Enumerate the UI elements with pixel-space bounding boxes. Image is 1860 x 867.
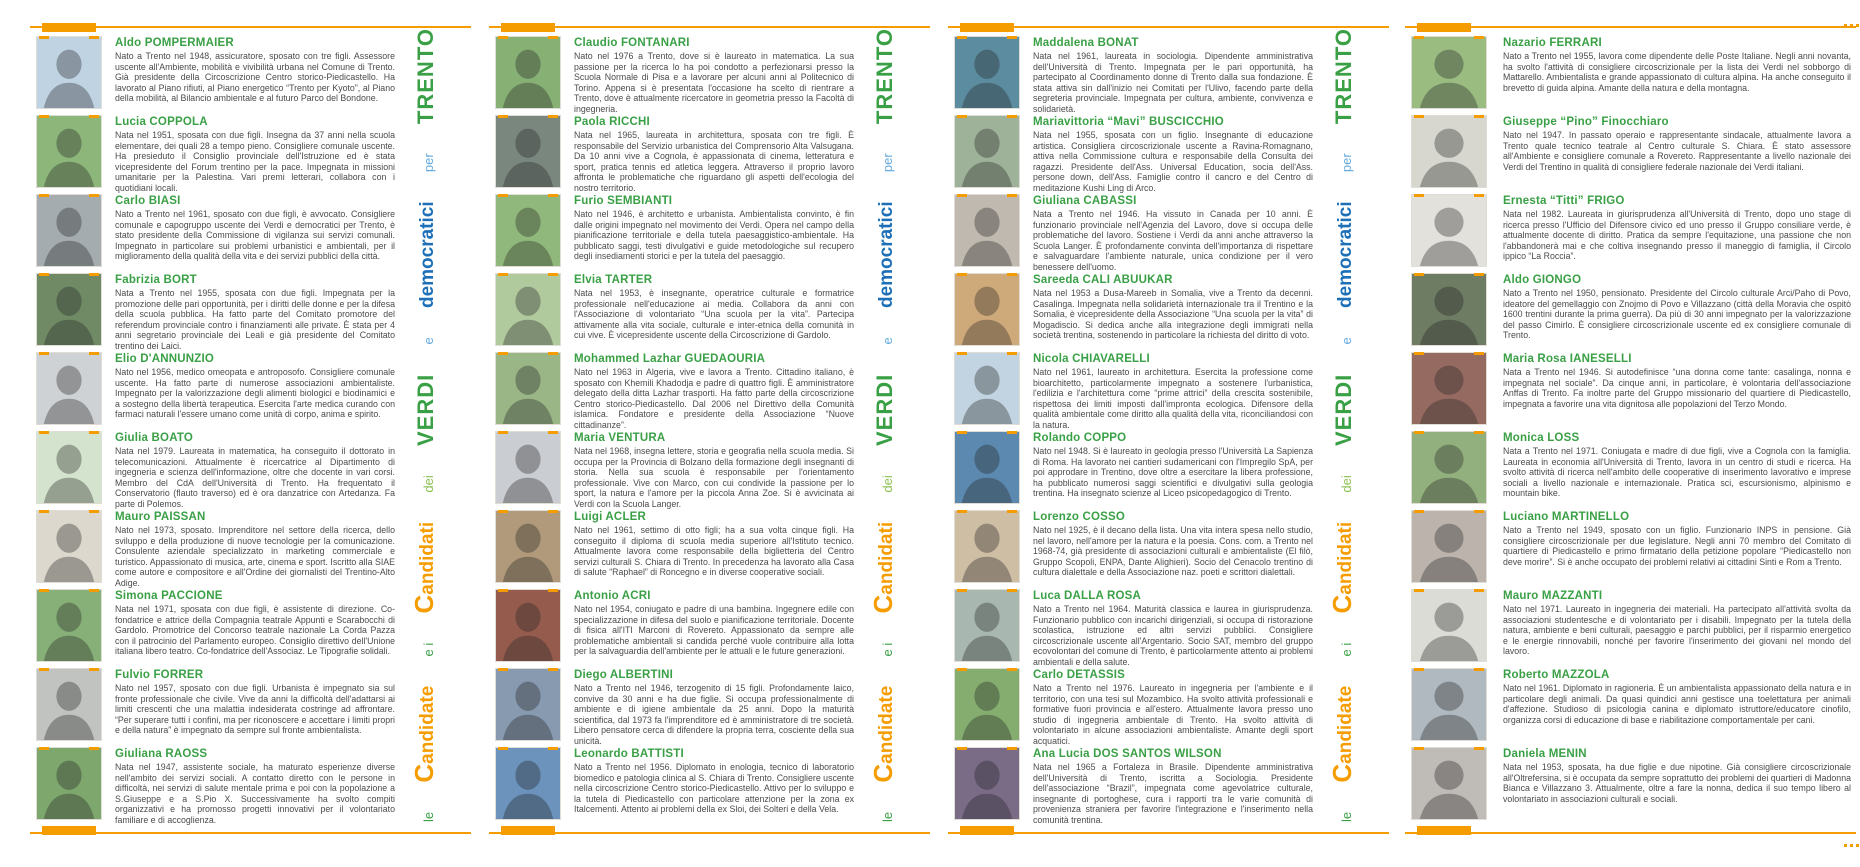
panel-border-bottom (489, 832, 930, 834)
fold-tab (960, 23, 1014, 32)
candidate-row (495, 510, 854, 589)
candidate-bio: Nato a Trento nel 1949, sposato con un figlio. Funzionario INPS in pensione. Già consigliere circoscrizionale per due legislature. Negli anni 70 membro del Comitato di quartiere di Piedicastello e primo firmatario della petizione popolare “Piedicastello non deve morire”. Si è anche occupato dei problemi relativi ai cittadini Sinti e Rom a Trento. (1503, 525, 1851, 567)
candidate-row (495, 589, 854, 668)
candidate-row (954, 36, 1313, 115)
candidate-row (1411, 668, 1851, 747)
candidate-photo (36, 589, 102, 662)
candidate-name: Giuliana RAOSS (115, 748, 208, 760)
candidate-bio: Nata a Trento nel 1971. Coniugata e madre di due figli, vive a Cognola con la famiglia. Laureata in economia all'Università di Trento, lavora in un centro di studi e ricerca. Ha svolto attività di ricerca nell'ambito delle cooperative di inserimento lavorativo e imprese sociali a livello nazionale e internazionale. Pratica sci, escursionismo, alpinismo e mountain bike. (1503, 446, 1851, 499)
candidate-bio: Nato nel 1948. Si è laureato in geologia presso l'Università La Sapienza di Roma. Ha lavorato nei cantieri sudamericani con l'Impregilo SpA, per poi approdare in Trentino, dove oltre a esercitare la libera professione, ha pubblicato numerosi saggi scientifici e divulgativi sulla geologia trentina. Ha insegnato scienze al Liceo psicopedagogico di Trento. (1033, 446, 1313, 499)
slogan-word: e i (421, 642, 436, 657)
candidate-bio-block (1503, 352, 1851, 431)
slogan-word: e i (1339, 642, 1354, 657)
candidate-bio: Nata nel 1971, sposata con due figli, è assistente di direzione. Co-fondatrice e attrice della Compagnia teatrale Appunti e Scarabocchi di Gardolo. Promotrice del Concorso teatrale nazionale La Corda Pazza con il patrocinio del Parlamento europeo. Consiglio direttivo dell'Unione italiana libero teatro. Co-fondatrice dell'Associaz. Le Tipografie solidali. (115, 604, 395, 657)
candidate-name: Paola RICCHI (574, 116, 650, 128)
slogan-word: TRENTO (1331, 28, 1356, 125)
candidate-list (36, 36, 395, 826)
candidate-name: Carlo BIASI (115, 195, 181, 207)
slogan-word: Candidati (868, 521, 898, 614)
candidate-photo (36, 115, 102, 188)
candidate-row (1411, 36, 1851, 115)
slogan-word: e (880, 337, 895, 345)
fold-tab (960, 826, 1014, 835)
candidate-name: Nazario FERRARI (1503, 37, 1602, 49)
slogan-word: per (880, 153, 895, 173)
candidate-row (495, 352, 854, 431)
slogan-word: per (1339, 153, 1354, 173)
candidate-name: Leonardo BATTISTI (574, 748, 684, 760)
candidate-list (495, 36, 854, 826)
candidate-row (1411, 115, 1851, 194)
candidate-name: Lucia COPPOLA (115, 116, 208, 128)
candidate-bio-block (1503, 273, 1851, 352)
candidate-row (495, 668, 854, 747)
candidate-bio: Nato nel 1957, sposato con due figli. Urbanista è impegnato sia sul fronte professionale che civile. Vive da anni la difficoltà dell'adattarsi ai limiti crescenti che una malattia indesiderata costringe ad affrontare. “Per superare tutti i confini, ma per riconoscere e accettare i limiti propri e della natura” è impegnato da sempre sul fronte ambientalista. (115, 683, 395, 736)
candidate-name: Diego ALBERTINI (574, 669, 674, 681)
candidate-row (1411, 510, 1851, 589)
candidate-photo (36, 747, 102, 820)
slogan-text (1327, 22, 1389, 828)
candidate-bio: Nato nel 1971. Laureato in ingegneria dei materiali. Ha partecipato all'attività svolta da associazioni studentesche e di volontariato per i disabili. Impegnato per la tutela della natura, ambiente e beni culturali, paesaggio e parchi pubblici, per il risparmio energetico e le energie rinnovabili, nonché per favorire l'inserimento dei giovani nel mondo del lavoro. (1503, 604, 1851, 657)
candidate-photo (495, 273, 561, 346)
trim-marks (1844, 24, 1859, 27)
candidate-photo (954, 431, 1020, 504)
candidate-bio-block (574, 747, 854, 826)
slogan-word: Candidate (1327, 685, 1357, 783)
slogan-word: le (1339, 811, 1354, 822)
candidate-photo (495, 510, 561, 583)
candidate-name: Daniela MENIN (1503, 748, 1587, 760)
candidate-name: Maria VENTURA (574, 432, 666, 444)
candidate-bio: Nata nel 1951, sposata con due figli. Insegna da 37 anni nella scuola elementare, dei quali 28 a tempo pieno. Consigliere comunale uscente. Ha presieduto il Consiglio provinciale dell'Istruzione ed è stata vicepresidente del Forum trentino per la pace. Impegnata in missioni umanitarie per la Palestina. Vari premi letterari, collabora con i quotidiani locali. (115, 130, 395, 193)
candidate-bio-block (1503, 589, 1851, 668)
candidate-row (36, 273, 395, 352)
candidate-photo (36, 36, 102, 109)
slogan-word: e (1339, 337, 1354, 345)
candidate-bio-block (1503, 194, 1851, 273)
candidate-photo (954, 115, 1020, 188)
candidate-bio-block (1033, 747, 1313, 826)
panel-1 (30, 20, 475, 850)
candidate-row (36, 510, 395, 589)
slogan-word: Candidati (409, 521, 439, 614)
candidate-bio-block (115, 352, 395, 431)
slogan-word: Candidati (1327, 521, 1357, 614)
candidate-bio-block (115, 510, 395, 589)
candidate-bio: Nato nel 1976 a Trento, dove si è laureato in matematica. La sua passione per la ricerca lo ha poi condotto a perfezionarsi presso la Scuola Normale di Pisa e a lavorare per alcuni anni al Politecnico di Torino. Appena si è presentata l'occasione ha scelto di rientrare a Trento, dove è attualmente ricercatore in geometria presso la Facoltà di ingegneria. (574, 51, 854, 114)
candidate-bio: Nato nel 1956, medico omeopata e antroposofo. Consigliere comunale uscente. Ha fatto parte di numerose associazioni ambientaliste. Impegnato per la valorizzazione degli alimenti biologici e biodinamici e a sostegno della libertà terapeutica. Esercita l'arte medica curando con farmaci naturali l'essere umano come unità di corpo, anima e spirito. (115, 367, 395, 420)
slogan-lead-letter: C (1327, 594, 1357, 614)
panel-4 (1405, 20, 1860, 850)
fold-tab (501, 23, 555, 32)
candidate-bio-block (574, 273, 854, 352)
candidate-name: Mohammed Lazhar GUEDAOURIA (574, 353, 766, 365)
candidate-name: Maddalena BONAT (1033, 37, 1139, 49)
candidate-bio: Nato nel 1973, sposato. Imprenditore nel settore della ricerca, dello sviluppo e della produzione di nuove tecnologie per la comunicazione. Consulente aziendale specializzato in marketing commerciale e turistico. Appassionato di musica, arte, cinema e sport. Iscritto alla SIAE come autore e compositore e all'Ordine dei giornalisti del Trentino-Alto Adige. (115, 525, 395, 588)
slogan-word: per (421, 153, 436, 173)
candidate-bio-block (1033, 194, 1313, 273)
panel-border-bottom (948, 832, 1389, 834)
candidate-bio-block (1033, 273, 1313, 352)
candidate-bio: Nato a Trento nel 1976. Laureato in ingegneria per l'ambiente e il territorio, con una tesi sul Mozambico. Ha svolto attività professionali e formative fuori provincia e all'estero. Attualmente lavora presso uno studio di ingegneria ambientale di Trento. Ha svolto attività di volontariato in alcune associazioni ambientaliste. Amante degli sport acquatici. (1033, 683, 1313, 746)
candidate-name: Mariavittoria “Mavi” BUSCICCHIO (1033, 116, 1224, 128)
slogan-word: dei (421, 475, 436, 493)
candidate-photo (36, 352, 102, 425)
candidate-photo (495, 589, 561, 662)
panel-border-bottom (1405, 832, 1856, 834)
candidate-photo (1411, 589, 1487, 662)
candidate-name: Nicola CHIAVARELLI (1033, 353, 1150, 365)
candidate-bio: Nato a Trento nel 1955, lavora come dipendente delle Poste Italiane. Negli anni novanta, ha svolto l'attività di consigliere circoscrizionale per la lista dei Verdi nel sobborgo di Mattarello. Ambientalista e grande appassionato di cultura alpina. Ha anche conseguito il brevetto di guida alpina. Amante della natura e della montagna. (1503, 51, 1851, 93)
slogan-word: democratici (876, 201, 897, 309)
slogan-stripe (1321, 20, 1393, 842)
candidate-row (954, 510, 1313, 589)
candidate-name: Monica LOSS (1503, 432, 1580, 444)
candidate-photo (36, 668, 102, 741)
candidate-name: Aldo POMPERMAIER (115, 37, 234, 49)
candidate-row (495, 115, 854, 194)
candidate-name: Furio SEMBIANTI (574, 195, 673, 207)
candidate-row (36, 36, 395, 115)
slogan-word: dei (1339, 475, 1354, 493)
candidate-photo (36, 431, 102, 504)
candidate-photo (954, 36, 1020, 109)
slogan-stripe (403, 20, 475, 842)
candidate-bio: Nata nel 1968, insegna lettere, storia e geografia nella scuola media. Si occupa per la Provincia di Bolzano della formazione degli insegnanti di storia. Nella sua scuola è responsabile per l'orientamento professionale. Vive con Marco, con cui condivide la passione per lo sport, la natura e l'amore per la piccola Anna Zoe. Si è avvicinata ai Verdi con la Scuola Langer. (574, 446, 854, 509)
candidate-bio-block (1503, 431, 1851, 510)
candidate-photo (1411, 36, 1487, 109)
candidate-bio-block (1033, 668, 1313, 747)
candidate-row (954, 273, 1313, 352)
fold-tab (501, 826, 555, 835)
candidate-bio-block (1503, 668, 1851, 747)
panel-3 (948, 20, 1393, 850)
candidate-name: Giulia BOATO (115, 432, 194, 444)
candidate-bio: Nato nel 1961, settimo di otto figli; ha a sua volta cinque figli. Ha conseguito il diploma di scuola media superiore all'Istituto tecnico. Attualmente lavora come responsabile della biglietteria del Centro servizi culturali S. Chiara di Trento. In precedenza ha lavorato alla Casa di salute “Raphael” di Roncegno e in diverse cooperative sociali. (574, 525, 854, 578)
candidate-row (36, 352, 395, 431)
candidate-name: Lorenzo COSSO (1033, 511, 1126, 523)
candidate-photo (495, 747, 561, 820)
candidate-bio: Nato nel 1961. Diplomato in ragioneria. È un ambientalista appassionato della natura e in particolare degli animali. Da quasi quindici anni gestisce una toelettatura per animali d'affezione. Studioso di psicologia canina e diplomato istruttore/educatore cinofilo, organizza corsi di educazione di base e riabilitazione comportamentale per cani. (1503, 683, 1851, 725)
candidate-row (954, 668, 1313, 747)
candidate-photo (1411, 510, 1487, 583)
candidate-bio: Nata a Trento nel 1946. Si autodefinisce “una donna come tante: casalinga, nonna e impegnata nel sociale”. Da cinque anni, in particolare, è volontaria dell'associazione Anffas di Trento. Fa inoltre parte del Gruppo missionario del quartiere di Piedicastello, impegnata a favorire una vita dignitosa alle popolazioni del Terzo Mondo. (1503, 367, 1851, 409)
candidate-row (954, 589, 1313, 668)
slogan-word: TRENTO (872, 28, 897, 125)
candidate-bio: Nato a Trento nel 1961, sposato con due figli, è avvocato. Consigliere comunale e capogruppo uscente dei Verdi e democratici per Trento, è stato presidente della Commissione di vigilanza sui servizi comunali. Impegnato in particolare sui problemi urbanistici e ambientali, per il miglioramento della qualità della vita e dei servizi pubblici della città. (115, 209, 395, 262)
candidate-bio: Nato nel 1954, coniugato e padre di una bambina. Ingegnere edile con specializzazione in difesa del suolo e pianificazione territoriale. Docente di fisica all'ITI Marconi di Rovereto. Appassionato da sempre alle problematiche ambientali si candida perché vuole contribuire alla lotta per la salvaguardia dell'ambiente per le attuali e le future generazioni. (574, 604, 854, 657)
candidate-bio-block (574, 668, 854, 747)
candidate-bio: Nata nel 1979. Laureata in matematica, ha conseguito il dottorato in telecomunicazioni. Attualmente è ricercatrice al Dipartimento di ingegneria e scienza dell'informazione, oltre che docente in vari corsi. Membro del CdA dell'Università di Trento. Ha frequentato il Conservatorio (flauto traverso) ed è ora danzatrice con Artedanza. Fa parte di Polemos. (115, 446, 395, 509)
candidate-name: Luigi ACLER (574, 511, 647, 523)
candidate-row (36, 431, 395, 510)
candidate-list (1411, 36, 1851, 826)
candidate-bio-block (1033, 431, 1313, 510)
candidate-name: Fulvio FORRER (115, 669, 204, 681)
slogan-word: democratici (1335, 201, 1356, 309)
slogan-word: VERDI (1331, 373, 1356, 446)
candidate-bio-block (1503, 510, 1851, 589)
candidate-bio: Nata nel 1947, assistente sociale, ha maturato esperienze diverse nell'ambito dei servizi sociali. A contatto diretto con le persone in difficoltà, nei servizi di salute mentale prima e poi con la popolazione a S.Giuseppe e a S.Pio X. Successivamente ha svolto compiti organizzativi e ha promosso progetti innovativi per il volontariato familiare e di accoglienza. (115, 762, 395, 825)
candidate-bio: Nata nel 1965 a Fortaleza in Brasile. Dipendente amministrativa dell'Università di Trento, iscritta a Sociologia. Presidente dell'associazione “Brazil”, impegnata come agevolatrice culturale, insegnante di portoghese, cura i rapporti tra le varie comunità di provenienza straniera per favorire l'integrazione e l'inserimento nella comunità trentina. (1033, 762, 1313, 825)
candidate-photo (495, 194, 561, 267)
slogan-lead-letter: C (868, 763, 898, 783)
candidate-bio: Nato a Trento nel 1964. Maturità classica e laurea in giurisprudenza. Funzionario pubblico con incarichi dirigenziali, si occupa di ristorazione scolastica, istruzione ed altri servizi pubblici. Consigliere circoscrizionale uscente all'Argentario. Socio SAT, membro del gruppo ecovolontari del comune di Trento, è particolarmente attento ai problemi ambientali e della salute. (1033, 604, 1313, 667)
candidate-photo (495, 115, 561, 188)
candidate-name: Carlo DETASSIS (1033, 669, 1126, 681)
candidate-name: Mauro PAISSAN (115, 511, 206, 523)
candidate-bio: Nato nel 1947. In passato operaio e rappresentante sindacale, attualmente lavora a Trento quale tecnico teatrale al Centro culturale S. Chiara. È stato assessore all'Ambiente e consigliere comunale a Rovereto. Rappresentante a livello nazionale dei Verdi del Trentino in qualità di consigliere federale nazionale dei Verdi italiani. (1503, 130, 1851, 172)
candidate-name: Luciano MARTINELLO (1503, 511, 1630, 523)
candidate-name: Mauro MAZZANTI (1503, 590, 1603, 602)
candidate-photo (1411, 115, 1487, 188)
candidate-name: Luca DALLA ROSA (1033, 590, 1141, 602)
candidate-bio-block (1503, 36, 1851, 115)
candidate-bio-block (1033, 589, 1313, 668)
candidate-bio: Nato a Trento nel 1946, terzogenito di 15 figli. Profondamente laico, convive da 30 anni e ha due figlie. Si occupa professionalmente di ambiente e di igiene ambientale da 25 anni. Dopo la maturità scientifica, dal 1973 fa l'imprenditore ed è amministratore di tre società. Libero pensatore cerca di difendere la propria terra, cosciente della sua unicità. (574, 683, 854, 746)
candidate-bio: Nata nel 1953, è insegnante, operatrice culturale e formatrice professionale nell'educazione ai media. Collabora da anni con l'Associazione di volontariato “Una scuola per la vita”. Partecipa attivamente alla vita sociale, culturale e inter-etnica della comunità in cui vive. È vicepresidente uscente della Circoscrizione di Gardolo. (574, 288, 854, 341)
candidate-bio-block (574, 510, 854, 589)
candidate-row (954, 194, 1313, 273)
slogan-word: e i (880, 642, 895, 657)
candidate-row (1411, 431, 1851, 510)
candidate-name: Aldo GIONGO (1503, 274, 1582, 286)
candidate-bio-block (115, 115, 395, 194)
candidate-bio: Nato a Trento nel 1948, assicuratore, sposato con tre figli. Assessore uscente all'Ambiente, mobilità e vivibilità urbana nel Comune di Trento. Già presidente della Circoscrizione Centro storico-Piedicastello. Ha lavorato al Piano rifiuti, al Piano energetico “Trento per Kyoto”, al Piano della mobilità, al Bilancio ambientale e al futuro Parco del Bondone. (115, 51, 395, 104)
candidate-photo (954, 273, 1020, 346)
candidate-row (495, 431, 854, 510)
candidate-row (1411, 273, 1851, 352)
slogan-word: Candidate (409, 685, 439, 783)
candidate-name: Simona PACCIONE (115, 590, 223, 602)
candidate-name: Ernesta “Titti” FRIGO (1503, 195, 1625, 207)
candidate-name: Antonio ACRI (574, 590, 651, 602)
slogan-text (409, 22, 471, 828)
candidate-row (954, 747, 1313, 826)
candidate-row (36, 668, 395, 747)
candidate-name: Maria Rosa IANESELLI (1503, 353, 1632, 365)
candidate-bio-block (574, 589, 854, 668)
candidate-row (495, 36, 854, 115)
candidate-photo (36, 273, 102, 346)
candidate-row (495, 194, 854, 273)
slogan-stripe (862, 20, 934, 842)
panel-border-bottom (30, 832, 471, 834)
candidate-name: Giuseppe “Pino” Finocchiaro (1503, 116, 1669, 128)
slogan-lead-letter: C (409, 594, 439, 614)
candidate-row (36, 194, 395, 273)
slogan-word: TRENTO (413, 28, 438, 125)
candidate-bio: Nata nel 1961, laureata in sociologia. Dipendente amministrativa dell'Università di Trento. Impegnata per le pari opportunità, ha partecipato al Coordinamento donne di Trento dalla sua fondazione. È stata attiva sin dall'inizio nei Comitati per l'Ulivo, facendo parte della segreteria provinciale. Impegnata per cultura, ambiente, convivenza e solidarietà. (1033, 51, 1313, 114)
candidate-bio-block (1033, 352, 1313, 431)
fold-tab (42, 23, 96, 32)
candidate-photo (495, 431, 561, 504)
candidate-photo (954, 510, 1020, 583)
candidate-row (1411, 589, 1851, 668)
candidate-row (36, 747, 395, 826)
candidate-bio: Nato nel 1925, è il decano della lista. Una vita intera spesa nello studio, nel lavoro, nell'amore per la natura e la poesia. Cons. com. a Trento nel 1968-74, già presidente di associazioni culturali e ambientaliste (El filò, Gruppo Scopoli, ENPA, Dante Alighieri). Socio del Cenacolo trentino di cultura dialettale e della Associazione naz. poeti e scrittori dialettali. (1033, 525, 1313, 578)
panel-border-top (1405, 26, 1856, 28)
candidate-photo (1411, 352, 1487, 425)
candidate-photo (36, 510, 102, 583)
slogan-word: VERDI (413, 373, 438, 446)
candidate-photo (1411, 431, 1487, 504)
candidate-bio-block (574, 36, 854, 115)
panel-2 (489, 20, 934, 850)
candidate-photo (954, 668, 1020, 741)
candidate-bio-block (1033, 36, 1313, 115)
candidate-bio: Nato nel 1963 in Algeria, vive e lavora a Trento. Cittadino italiano, è sposato con Khemili Khadodja e padre di quattro figli. È amministratore delegato della ditta Lazhar trasporti. Ha fatto parte della circoscrizione Centro storico-Piedicastello. Dal 2006 nel Direttivo della Comunità islamica. Fondatore e presidente della Associazione “Nuove cittadinanze”. (574, 367, 854, 430)
slogan-word: Candidate (868, 685, 898, 783)
candidate-name: Elvia TARTER (574, 274, 653, 286)
candidate-photo (1411, 747, 1487, 820)
slogan-lead-letter: C (1327, 763, 1357, 783)
slogan-word: VERDI (872, 373, 897, 446)
candidate-bio-block (115, 36, 395, 115)
slogan-word: e (421, 337, 436, 345)
candidate-bio-block (574, 431, 854, 510)
candidate-row (954, 431, 1313, 510)
fold-tab (1417, 23, 1471, 32)
candidate-photo (954, 747, 1020, 820)
candidate-photo (954, 352, 1020, 425)
fold-tab (42, 826, 96, 835)
candidate-bio: Nato nel 1946, è architetto e urbanista. Ambientalista convinto, è fin dalle origini impegnato nel movimento dei Verdi. Opera nel campo della pianificazione territoriale e della tutela paesaggistico-ambientale. Ha pubblicato saggi, testi divulgativi e guide metodologiche sul recupero degli insediamenti storici e per la tutela del paesaggio. (574, 209, 854, 262)
slogan-text (868, 22, 930, 828)
slogan-word: dei (880, 475, 895, 493)
candidate-bio-block (115, 668, 395, 747)
candidate-bio-block (574, 115, 854, 194)
candidate-bio-block (115, 589, 395, 668)
candidate-photo (1411, 194, 1487, 267)
candidate-bio-block (1033, 115, 1313, 194)
candidate-name: Elio D'ANNUNZIO (115, 353, 215, 365)
candidate-photo (36, 194, 102, 267)
candidate-row (495, 747, 854, 826)
candidate-bio: Nata nel 1965, laureata in architettura, sposata con tre figli. È responsabile del Servizio urbanistica del Comprensorio Alta Valsugana. Da 10 anni vive a Cognola, è appassionata di cinema, letteratura e sport, pratica tennis ed atletica leggera. Attraverso il proprio lavoro affronta le problematiche che riguardano gli aspetti dell'ecologia del nostro territorio. (574, 130, 854, 193)
candidate-name: Ana Lucia DOS SANTOS WILSON (1033, 748, 1222, 760)
candidate-name: Rolando COPPO (1033, 432, 1127, 444)
candidate-row (1411, 747, 1851, 826)
candidate-row (954, 352, 1313, 431)
candidate-photo (954, 194, 1020, 267)
candidate-row (495, 273, 854, 352)
candidate-name: Giuliana CABASSI (1033, 195, 1137, 207)
candidate-name: Sareeda CALI ABUUKAR (1033, 274, 1173, 286)
candidate-row (36, 589, 395, 668)
slogan-word: le (421, 811, 436, 822)
candidate-row (36, 115, 395, 194)
candidate-list (954, 36, 1313, 826)
slogan-word: democratici (417, 201, 438, 309)
candidate-bio: Nata a Trento nel 1946. Ha vissuto in Canada per 10 anni. È funzionario provinciale nell'Agenzia del Lavoro, dove si occupa delle problematiche del lavoro. Sostiene i Verdi da anni anche attraverso la Scuola Langer. È profondamente convinta dell'importanza di rispettare e salvaguardare l'ambiente naturale, unica condizione per il vero benessere dell'uomo. (1033, 209, 1313, 272)
candidate-bio: Nata nel 1953, sposata, ha due figlie e due nipotine. Già consigliere circoscrizionale all'Oltrefersina, si è occupata da sempre soprattutto dei problemi dei quartieri di Madonna Bianca e Villazzano 3. Attualmente, oltre a fare la nonna, dedica il suo tempo libero al volontariato in associazioni culturali e sociali. (1503, 762, 1851, 804)
candidate-row (954, 115, 1313, 194)
fold-tab (1417, 826, 1471, 835)
candidate-bio: Nata nel 1982. Laureata in giurisprudenza all'Università di Trento, dopo uno stage di ricerca presso l'Ufficio del Difensore civico ed uno presso il Gruppo consiliare verde, è attualmente docente di diritto. Pratica da sempre l'equitazione, una passione che non l'abbandonerà mai e che coltiva insegnando presso il maneggio di famiglia, il Circolo ippico “La Roccia”. (1503, 209, 1851, 262)
candidate-bio: Nata a Trento nel 1955, sposata con due figli. Impegnata per la promozione delle pari opportunità, per i diritti delle donne e per la difesa della scuola pubblica. Ha fatto parte del Comitato promotore del referendum provinciale contro i finanziamenti alle private. È stata per 4 anni segretario provinciale dei Leali e già presidente del Comitato trentino dei Laici. (115, 288, 395, 351)
candidate-bio-block (1503, 747, 1851, 826)
candidate-bio-block (574, 194, 854, 273)
candidate-photo (954, 589, 1020, 662)
slogan-lead-letter: C (409, 763, 439, 783)
candidate-bio-block (115, 273, 395, 352)
candidate-bio-block (1033, 510, 1313, 589)
candidate-photo (1411, 273, 1487, 346)
candidate-row (1411, 352, 1851, 431)
candidate-bio-block (574, 352, 854, 431)
candidate-name: Roberto MAZZOLA (1503, 669, 1610, 681)
candidate-photo (495, 352, 561, 425)
candidate-name: Fabrizia BORT (115, 274, 197, 286)
slogan-word: le (880, 811, 895, 822)
candidate-bio-block (115, 194, 395, 273)
candidate-photo (495, 36, 561, 109)
candidate-bio: Nato a Trento nel 1956. Diplomato in enologia, tecnico di laboratorio biomedico e patologia clinica al S. Chiara di Trento. Consigliere uscente nella circoscrizione Centro storico-Piedicastello. Attivo per lo sviluppo e la tutela di Piedicastello con particolare attenzione per la zona ex Italcementi. Attento ai problemi della ex Sloi, dei Solteri e della Vela. (574, 762, 854, 815)
candidate-bio: Nato nel 1961, laureato in architettura. Esercita la professione come bioarchitetto, particolarmente impegnato a sostenere l'urbanistica, l'edilizia e l'architettura come “prime attrici” della crescita sostenibile, rispettosa dei limiti imposti dall'impronta ecologica. Difensore della qualità ambientale come diritto alla qualità della vita, riconciliandosi con la natura. (1033, 367, 1313, 430)
slogan-lead-letter: C (868, 594, 898, 614)
candidate-name: Claudio FONTANARI (574, 37, 690, 49)
trim-marks (1844, 844, 1859, 847)
candidate-photo (1411, 668, 1487, 741)
candidate-bio: Nato a Trento nel 1950, pensionato. Presidente del Circolo culturale Arci/Paho di Povo, ideatore del gemellaggio con Znojmo di Povo e Villazzano (città della Moravia che ospitò 1600 trentini durante la prima guerra). Da più di 30 anni impegnato per la valorizzazione del passo Cimirlo. È consigliere circoscrizionale uscente ed ex consigliere comunale di Trento. (1503, 288, 1851, 341)
candidate-row (1411, 194, 1851, 273)
candidate-bio-block (1503, 115, 1851, 194)
candidate-bio: Nata nel 1955, sposata con un figlio. Insegnante di educazione artistica. Consigliera circoscrizionale uscente a Ravina-Romagnano, attiva nella Commissione cultura e responsabile della Consulta dei ragazzi. Presidente dell'Ass. Universal Education, socia dell'Ass. persone down, dell'Ass. Famiglie contro il cancro e del Centro di meditazione Kushi Ling di Arco. (1033, 130, 1313, 193)
candidate-bio-block (115, 431, 395, 510)
candidate-bio: Nata nel 1953 a Dusa-Mareeb in Somalia, vive a Trento da decenni. Casalinga. Impegnata nella solidarietà internazionale tra il Trentino e la Somalia, è vicepresidente della Associazione “Una scuola per la vita” di Mogadiscio. Si dedica anche alla integrazione degli immigrati nella società trentina, sostenendo in particolare la richiesta del diritto di voto. (1033, 288, 1313, 341)
candidate-bio-block (115, 747, 395, 826)
candidate-photo (495, 668, 561, 741)
